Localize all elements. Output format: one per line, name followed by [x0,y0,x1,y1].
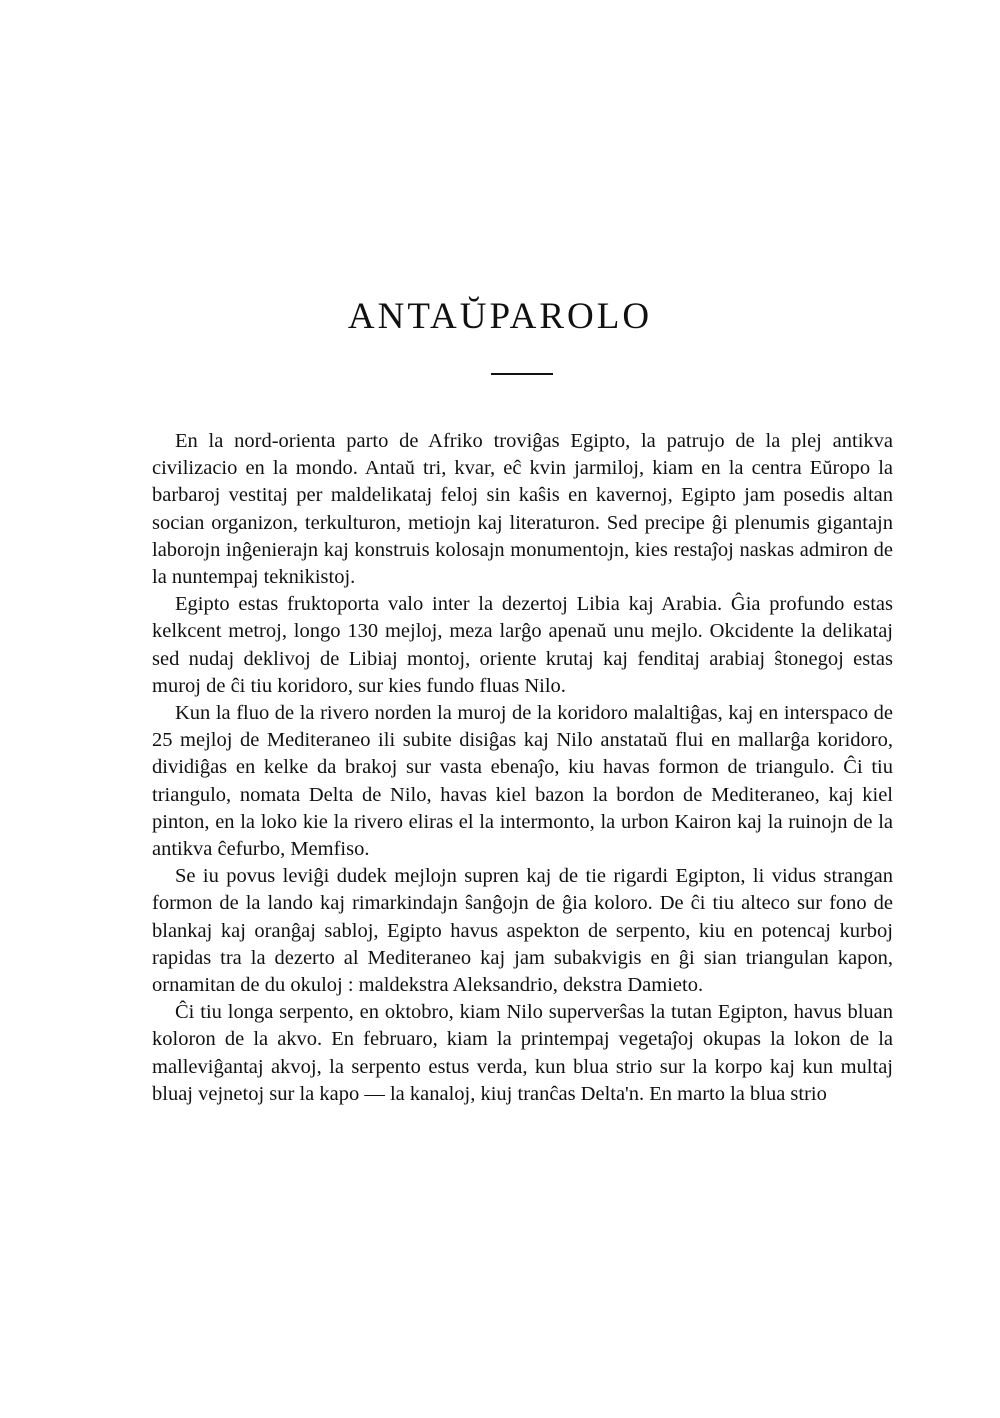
paragraph-1: En la nord-orienta parto de Afriko troviĝas Egipto, la patrujo de la plej antikva civilizacio en la mondo. Antaŭ tri, kvar, eĉ kvin jarmiloj, kiam en la centra Eŭropo la barbaroj vestitaj per maldelikataj feloj sin kaŝis en kavernoj, Egipto jam posedis altan socian organizon, terkulturon, metiojn kaj literaturon. Sed precipe ĝi plenumis gigantajn laborojn inĝenierajn kaj konstruis kolosajn monumentojn, kies restaĵoj naskas admiron de la nuntempaj teknikistoj. [152,430,893,589]
paragraph-3: Kun la fluo de la rivero norden la muroj de la koridoro malaltiĝas, kaj en interspaco de 25 mejloj de Mediteraneo ili subite disiĝas kaj Nilo anstataŭ flui en mallarĝa koridoro, dividiĝas en kelke da brakoj sur vasta ebenaĵo, kiu havas formon de triangulo. Ĉi tiu triangulo, nomata Delta de Nilo, havas kiel bazon la bordon de Mediteraneo, kaj kiel pinton, en la loko kie la rivero eliras el la intermonto, la urbon Kairon kaj la ruinojn de la antikva ĉefurbo, Memfiso. [152,702,893,861]
paragraph-4: Se iu povus leviĝi dudek mejlojn supren kaj de tie rigardi Egipton, li vidus strangan formon de la lando kaj rimarkindajn ŝanĝojn de ĝia koloro. De ĉi tiu alteco sur fono de blankaj kaj oranĝaj sabloj, Egipto havus aspekton de serpento, kiu en potencaj kurboj rapidas tra la dezerto al Mediteraneo kaj jam subakvigis en ĝi sian triangulan kapon, ornamitan de du okuloj : maldekstra Aleksandrio, dekstra Damieto. [152,865,893,997]
body-text [152,428,893,1108]
title-divider [491,373,553,375]
chapter-title: ANTAŬPAROLO [347,296,653,337]
paragraph-2: Egipto estas fruktoporta valo inter la dezertoj Libia kaj Arabia. Ĝia profundo estas kelkcent metroj, longo 130 mejloj, meza larĝo apenaŭ unu mejlo. Okcidente la delikataj sed nudaj deklivoj de Libiaj montoj, oriente krutaj kaj fenditaj arabiaj ŝtonegoj estas muroj de ĉi tiu koridoro, sur kies fundo fluas Nilo. [152,593,893,697]
paragraph-5: Ĉi tiu longa serpento, en oktobro, kiam Nilo superverŝas la tutan Egipton, havus bluan koloron de la akvo. En februaro, kiam la printempaj vegetaĵoj okupas la lokon de la malleviĝantaj akvoj, la serpento estus verda, kun blua strio sur la korpo kaj kun multaj bluaj vejnetoj sur la kapo — la kanaloj, kiuj tranĉas Delta'n. En marto la blua strio [152,1001,893,1105]
